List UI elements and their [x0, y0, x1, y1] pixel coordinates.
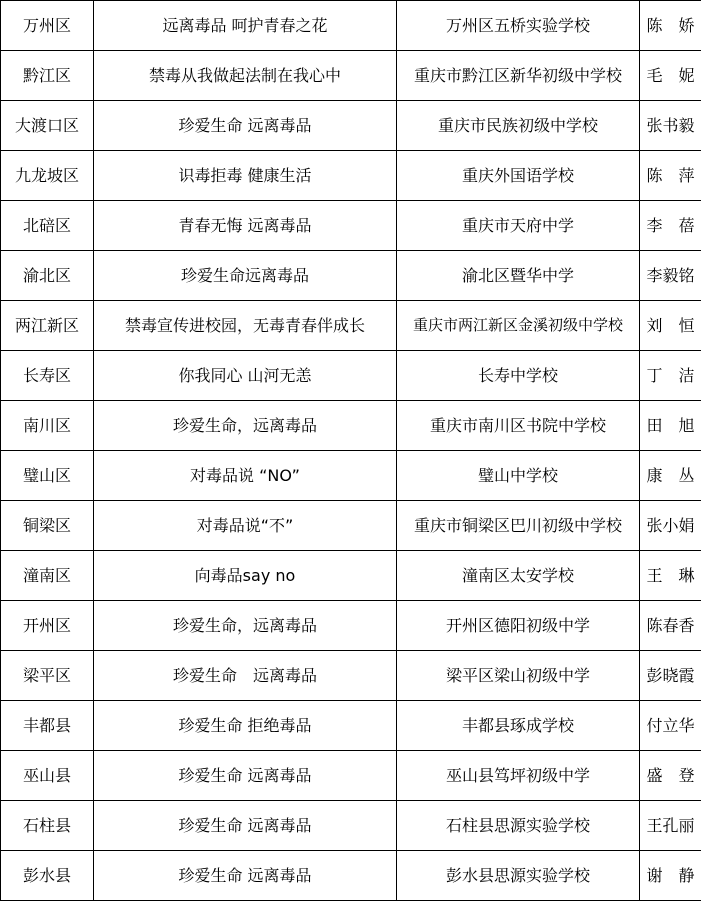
name-cell: 丁 洁 [640, 351, 701, 401]
table-row [1, 51, 701, 101]
title-cell: 你我同心 山河无恙 [94, 351, 397, 401]
district-cell: 渝北区 [1, 251, 94, 301]
title-cell: 向毒品say no [94, 551, 397, 601]
table-row [1, 501, 701, 551]
table-row [1, 301, 701, 351]
name-cell: 王 琳 [640, 551, 701, 601]
school-cell: 重庆市民族初级中学校 [397, 101, 640, 151]
table-row [1, 751, 701, 801]
school-cell: 重庆市铜梁区巴川初级中学校 [397, 501, 640, 551]
name-cell: 李 蓓 [640, 201, 701, 251]
title-cell: 珍爱生命 远离毒品 [94, 101, 397, 151]
name-cell: 毛 妮 [640, 51, 701, 101]
title-cell: 对毒品说 “NO” [94, 451, 397, 501]
title-cell: 珍爱生命 远离毒品 [94, 851, 397, 901]
title-cell: 远离毒品 呵护青春之花 [94, 1, 397, 51]
table-row [1, 351, 701, 401]
table-row [1, 601, 701, 651]
school-cell: 潼南区太安学校 [397, 551, 640, 601]
district-cell: 大渡口区 [1, 101, 94, 151]
school-cell: 开州区德阳初级中学 [397, 601, 640, 651]
table-row [1, 151, 701, 201]
name-cell: 张书毅 [640, 101, 701, 151]
district-cell: 黔江区 [1, 51, 94, 101]
name-cell: 盛 登 [640, 751, 701, 801]
district-cell: 丰都县 [1, 701, 94, 751]
table-body [1, 1, 701, 901]
table-row [1, 101, 701, 151]
school-cell: 万州区五桥实验学校 [397, 1, 640, 51]
table-row [1, 251, 701, 301]
name-cell: 彭晓霞 [640, 651, 701, 701]
district-cell: 长寿区 [1, 351, 94, 401]
table-row [1, 701, 701, 751]
title-cell: 青春无悔 远离毒品 [94, 201, 397, 251]
name-cell: 陈 娇 [640, 1, 701, 51]
school-cell: 巫山县笃坪初级中学 [397, 751, 640, 801]
district-cell: 铜梁区 [1, 501, 94, 551]
district-cell: 开州区 [1, 601, 94, 651]
table-row [1, 401, 701, 451]
district-cell: 梁平区 [1, 651, 94, 701]
name-cell: 康 丛 [640, 451, 701, 501]
school-cell: 璧山中学校 [397, 451, 640, 501]
school-cell: 彭水县思源实验学校 [397, 851, 640, 901]
title-cell: 珍爱生命 拒绝毒品 [94, 701, 397, 751]
school-cell: 石柱县思源实验学校 [397, 801, 640, 851]
school-cell: 重庆市南川区书院中学校 [397, 401, 640, 451]
table-row [1, 801, 701, 851]
table-row [1, 201, 701, 251]
name-cell: 陈春香 [640, 601, 701, 651]
school-cell: 重庆市两江新区金溪初级中学校 [397, 301, 640, 351]
title-cell: 对毒品说“不” [94, 501, 397, 551]
school-cell: 梁平区梁山初级中学 [397, 651, 640, 701]
table-row [1, 551, 701, 601]
title-cell: 珍爱生命，远离毒品 [94, 401, 397, 451]
name-cell: 付立华 [640, 701, 701, 751]
district-cell: 南川区 [1, 401, 94, 451]
name-cell: 田 旭 [640, 401, 701, 451]
name-cell: 李毅铭 [640, 251, 701, 301]
school-cell: 重庆市天府中学 [397, 201, 640, 251]
name-cell: 王孔丽 [640, 801, 701, 851]
district-cell: 九龙坡区 [1, 151, 94, 201]
district-cell: 万州区 [1, 1, 94, 51]
title-cell: 禁毒从我做起法制在我心中 [94, 51, 397, 101]
district-cell: 潼南区 [1, 551, 94, 601]
title-cell: 珍爱生命远离毒品 [94, 251, 397, 301]
school-cell: 重庆市黔江区新华初级中学校 [397, 51, 640, 101]
district-cell: 璧山区 [1, 451, 94, 501]
name-cell: 张小娟 [640, 501, 701, 551]
title-cell: 珍爱生命 远离毒品 [94, 801, 397, 851]
title-cell: 禁毒宣传进校园，无毒青春伴成长 [94, 301, 397, 351]
name-cell: 谢 静 [640, 851, 701, 901]
school-cell: 丰都县琢成学校 [397, 701, 640, 751]
name-cell: 陈 萍 [640, 151, 701, 201]
district-cell: 巫山县 [1, 751, 94, 801]
district-cell: 石柱县 [1, 801, 94, 851]
table-row [1, 1, 701, 51]
district-cell: 北碚区 [1, 201, 94, 251]
school-cell: 长寿中学校 [397, 351, 640, 401]
title-cell: 珍爱生命 远离毒品 [94, 751, 397, 801]
school-cell: 重庆外国语学校 [397, 151, 640, 201]
name-cell: 刘 恒 [640, 301, 701, 351]
school-cell: 渝北区暨华中学 [397, 251, 640, 301]
table-row [1, 651, 701, 701]
title-cell: 珍爱生命，远离毒品 [94, 601, 397, 651]
district-cell: 两江新区 [1, 301, 94, 351]
table-row [1, 451, 701, 501]
title-cell: 珍爱生命 远离毒品 [94, 651, 397, 701]
title-cell: 识毒拒毒 健康生活 [94, 151, 397, 201]
table-row [1, 851, 701, 901]
district-cell: 彭水县 [1, 851, 94, 901]
